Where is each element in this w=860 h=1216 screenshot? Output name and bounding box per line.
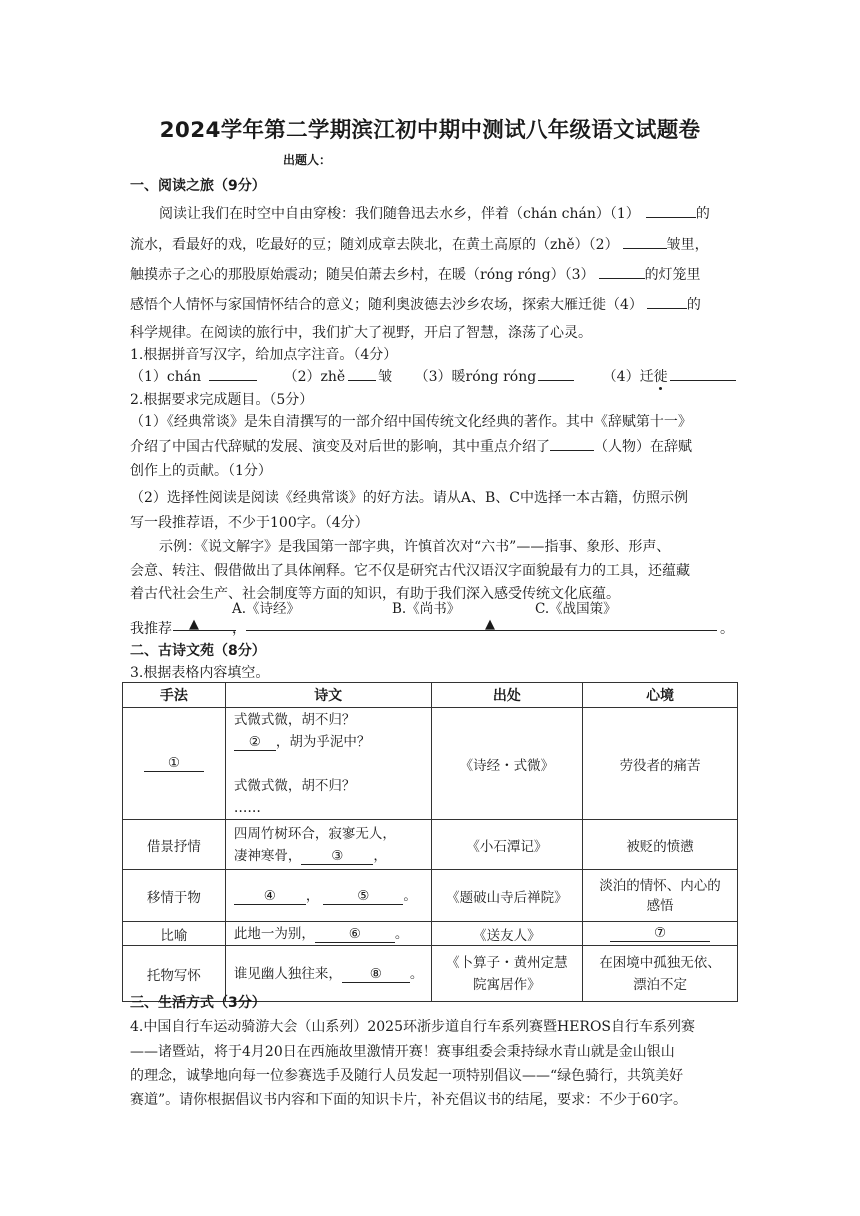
mood-cell: 在困境中孤独无依、 漂泊不定 [583,946,738,1002]
blank-8[interactable]: ⑧ [342,966,410,983]
method-cell: 比喻 [123,922,226,946]
table-header-row [123,683,738,708]
source-cell: 《题破山寺后禅院》 [431,870,583,922]
q2-part1-line3: 创作上的贡献。（1分） [130,463,272,479]
recommend-comma: ， [232,621,246,637]
option-c: C.《战国策》 [535,601,617,617]
table-row [123,820,738,870]
poem-cell: ④ ， ⑤ 。 [225,870,431,922]
poetry-table [122,682,738,1002]
mood-cell [583,922,738,946]
recommend-text-blank[interactable] [246,630,717,631]
q3-stem: 3.根据表格内容填空。 [130,665,270,681]
answer-triangle-1: ▲ [189,617,199,632]
table-row [123,922,738,946]
reading-paragraph-line-4: 感悟个人情怀与家国情怀结合的意义；随利奥波德去沙乡农场，探索大雁迁徙（4） 的 [130,294,701,314]
recommend-end: 。 [720,621,734,637]
poem-cell: 此地一为别， ⑥ 。 [225,922,431,946]
example-line-1: 示例：《说文解字》是我国第一部字典，许慎首次对“六书”——指事、象形、形声、 [159,539,671,555]
q4-line-1: 4.中国自行车运动骑游大会（山系列）2025环浙步道自行车系列赛暨HEROS自行车系列赛 [130,1019,696,1035]
q4-line-2: ——诸暨站，将于4月20日在西施故里激情开赛！赛事组委会秉持绿水青山就是金山银山 [130,1044,675,1060]
reading-paragraph-line-1: 阅读让我们在时空中自由穿梭：我们随鲁迅去水乡，伴着（chán chán）（1） 的 [159,203,710,223]
source-cell: 《小石潭记》 [431,820,583,870]
q1-blank-c[interactable] [538,366,574,381]
answer-blank-1[interactable] [646,203,696,218]
reading-paragraph-line-2: 流水，看最好的戏，吃最好的豆；随刘成章去陕北，在黄土高原的（zhě）（2） 皱里， [130,234,709,254]
blank-4[interactable]: ④ [234,888,306,905]
q1-blank-b[interactable] [348,366,376,381]
col-header-poem: 诗文 [225,683,431,708]
blank-6[interactable]: ⑥ [315,926,395,943]
source-cell: 《卜算子・黄州定慧 院寓居作》 [431,946,583,1002]
q1-stem: 1.根据拼音写汉字，给加点字注音。（4分） [130,347,398,363]
col-header-source: 出处 [431,683,583,708]
author-label: 出题人： [283,153,332,167]
section-heading-lifestyle: 三、生活方式（3分） [130,995,266,1011]
blank-5[interactable]: ⑤ [323,888,403,905]
poem-cell: 谁见幽人独往来， ⑧ 。 [225,946,431,1002]
col-header-method: 手法 [123,683,226,708]
example-line-3: 着古代社会生产、社会制度等方面的知识，有助于我们深入感受传统文化底蕴。 [130,586,620,602]
blank-7[interactable]: ⑦ [610,925,710,942]
blank-2[interactable]: ② [234,734,276,751]
answer-blank-3[interactable] [599,264,645,279]
blank-3[interactable]: ③ [301,848,373,865]
blank-1[interactable]: ① [144,755,204,772]
method-cell: 借景抒情 [123,820,226,870]
example-line-2: 会意、转注、假借做出了具体阐释。它不仅是研究古代汉语汉字面貌最有力的工具，还蕴藏 [130,563,690,579]
answer-blank-2[interactable] [623,234,667,249]
mood-cell: 淡泊的情怀、内心的 感悟 [583,870,738,922]
source-cell: 《送友人》 [431,922,583,946]
answer-triangle-2: ▲ [485,617,495,632]
q4-line-4: 赛道”。请你根据倡议书内容和下面的知识卡片，补充倡议书的结尾，要求：不少于60字。 [130,1092,687,1108]
reading-paragraph-line-5: 科学规律。在阅读的旅行中，我们扩大了视野，开启了智慧，涤荡了心灵。 [130,325,592,341]
q2-stem: 2.根据要求完成题目。（5分） [130,392,314,408]
q1-items: （1）chán （2）zhě 皱 （3）暖róng róng （4）迁徙 [130,366,736,386]
section-heading-poetry: 二、古诗文苑（8分） [130,643,266,659]
table-row [123,708,738,820]
recommend-label: 我推荐 [130,621,172,637]
q1-blank-a[interactable] [209,366,257,381]
mood-cell: 被贬的愤懑 [583,820,738,870]
q2-part2-line2: 写一段推荐语，不少于100字。（4分） [130,515,369,531]
answer-blank-4[interactable] [647,294,687,309]
option-b: B.《尚书》 [392,601,461,617]
recommend-choice-blank[interactable] [173,630,236,631]
poem-cell: 四周竹树环合，寂寥无人， 凄神寒骨， ③ ， [225,820,431,870]
method-cell [123,708,226,820]
q2-part1-line2: 介绍了中国古代辞赋的发展、演变及对后世的影响，其中重点介绍了 （人物）在辞赋 [130,436,692,456]
source-cell: 《诗经・式微》 [431,708,583,820]
col-header-mood: 心境 [583,683,738,708]
q2-person-blank[interactable] [550,436,594,451]
q2-part2-line1: （2）选择性阅读是阅读《经典常谈》的好方法。请从A、B、C中选择一本古籍，仿照示例 [130,490,689,506]
method-cell: 移情于物 [123,870,226,922]
section-heading-reading: 一、阅读之旅（9分） [130,178,266,194]
q4-line-3: 的理念，诚挚地向每一位参赛选手及随行人员发起一项特别倡议——“绿色骑行，共筑美好 [130,1068,684,1084]
q1-blank-d[interactable] [670,366,736,381]
option-a: A.《诗经》 [232,601,301,617]
method-cell: 托物写怀 [123,946,226,1002]
reading-paragraph-line-3: 触摸赤子之心的那股原始震动；随吴伯萧去乡村，在暖（róng róng）（3） 的灯笼里 [130,264,701,284]
page-title: 2024学年第二学期滨江初中期中测试八年级语文试题卷 [159,118,701,143]
table-row [123,870,738,922]
mood-cell: 劳役者的痛苦 [583,708,738,820]
q2-part1-line1: （1）《经典常谈》是朱自清撰写的一部介绍中国传统文化经典的著作。其中《辞赋第十一》 [130,414,692,430]
poem-cell: 式微式微，胡不归？ ② ，胡为乎泥中？ 式微式微，胡不归？ …… [225,708,431,820]
